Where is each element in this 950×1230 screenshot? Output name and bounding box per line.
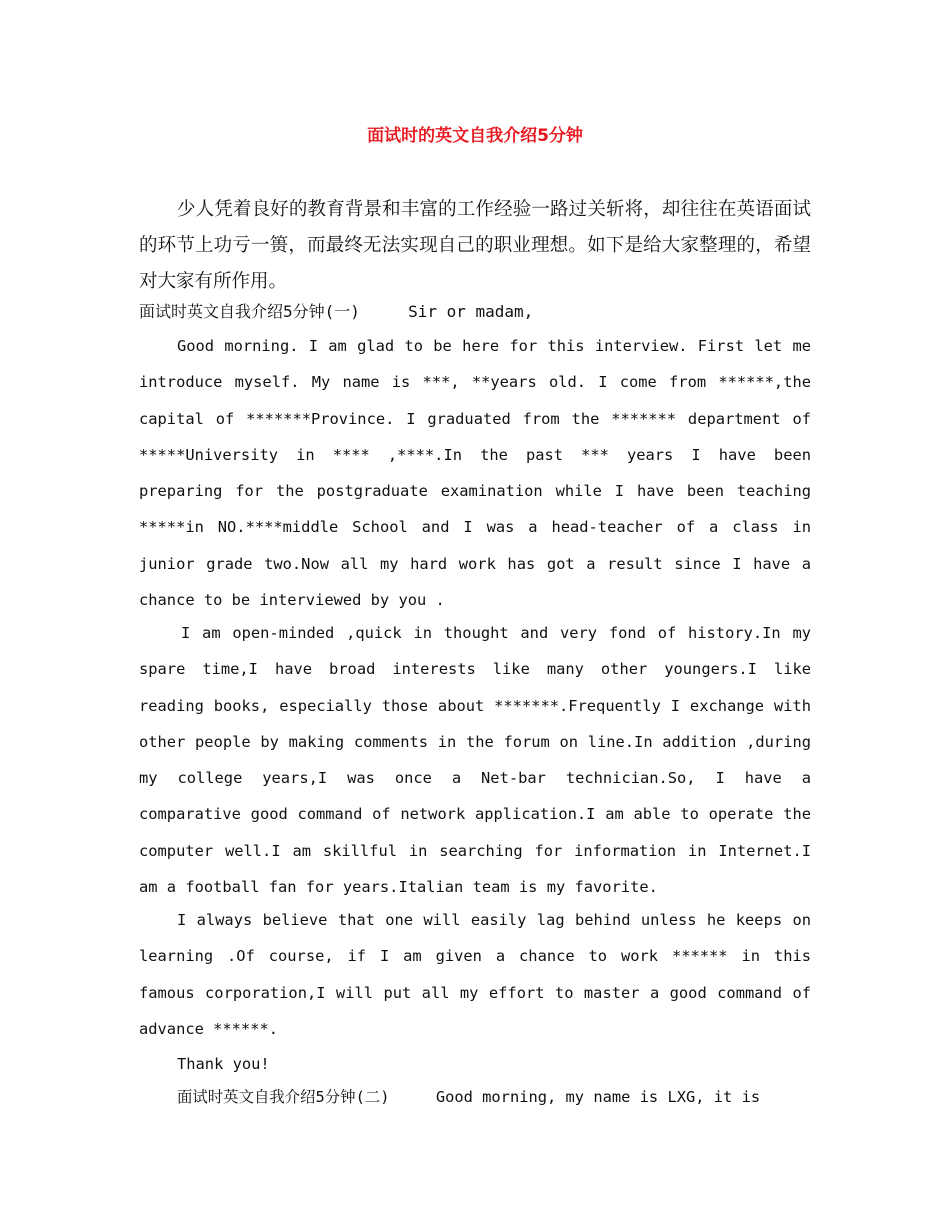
section-1-paragraph-2: I am open-minded ,quick in thought and very fond of history.In my spare time,I have broad interests like many other youngers.I like reading books, especially those about *******.Frequently I exchange with other people by making comments in the forum on line.In addition ,during my college years,I was once a Net-bar technician.So, I have a comparative good command of network application.I am able to operate the computer well.I am skillful in searching for information in Internet.I am a football fan for years.Italian team is my favorite.	[139, 624, 811, 897]
section-2-heading: 面试时英文自我介绍5分钟(二) Good morning, my name is LXG, it is	[177, 1088, 761, 1106]
section-1-heading: 面试时英文自我介绍5分钟(一) Sir or madam,	[139, 302, 534, 321]
section-1-paragraph-3: I always believe that one will easily lag behind unless he keeps on learning .Of course, if I am given a chance to work ****** in this famous corporation,I will put all my effort to master a good command of advance ******.	[139, 911, 811, 1038]
section-1-paragraph-1: Good morning. I am glad to be here for this interview. First let me introduce myself. My name is ***, **years old. I come from ******,the capital of *******Province. I graduated from the ******* department of *****University in **** ,****.In the past *** years I have been preparing for the postgraduate examination while I have been teaching *****in NO.****middle School and I was a head-teacher of a class in junior grade two.Now all my hard work has got a result since I have a chance to be interviewed by you .	[139, 337, 811, 610]
intro-paragraph: 少人凭着良好的教育背景和丰富的工作经验一路过关斩将，却往往在英语面试的环节上功亏一篑，而最终无法实现自己的职业理想。如下是给大家整理的，希望对大家有所作用。	[139, 199, 811, 292]
document-title: 面试时的英文自我介绍5分钟	[367, 126, 583, 146]
closing-line: Thank you!	[177, 1055, 270, 1073]
